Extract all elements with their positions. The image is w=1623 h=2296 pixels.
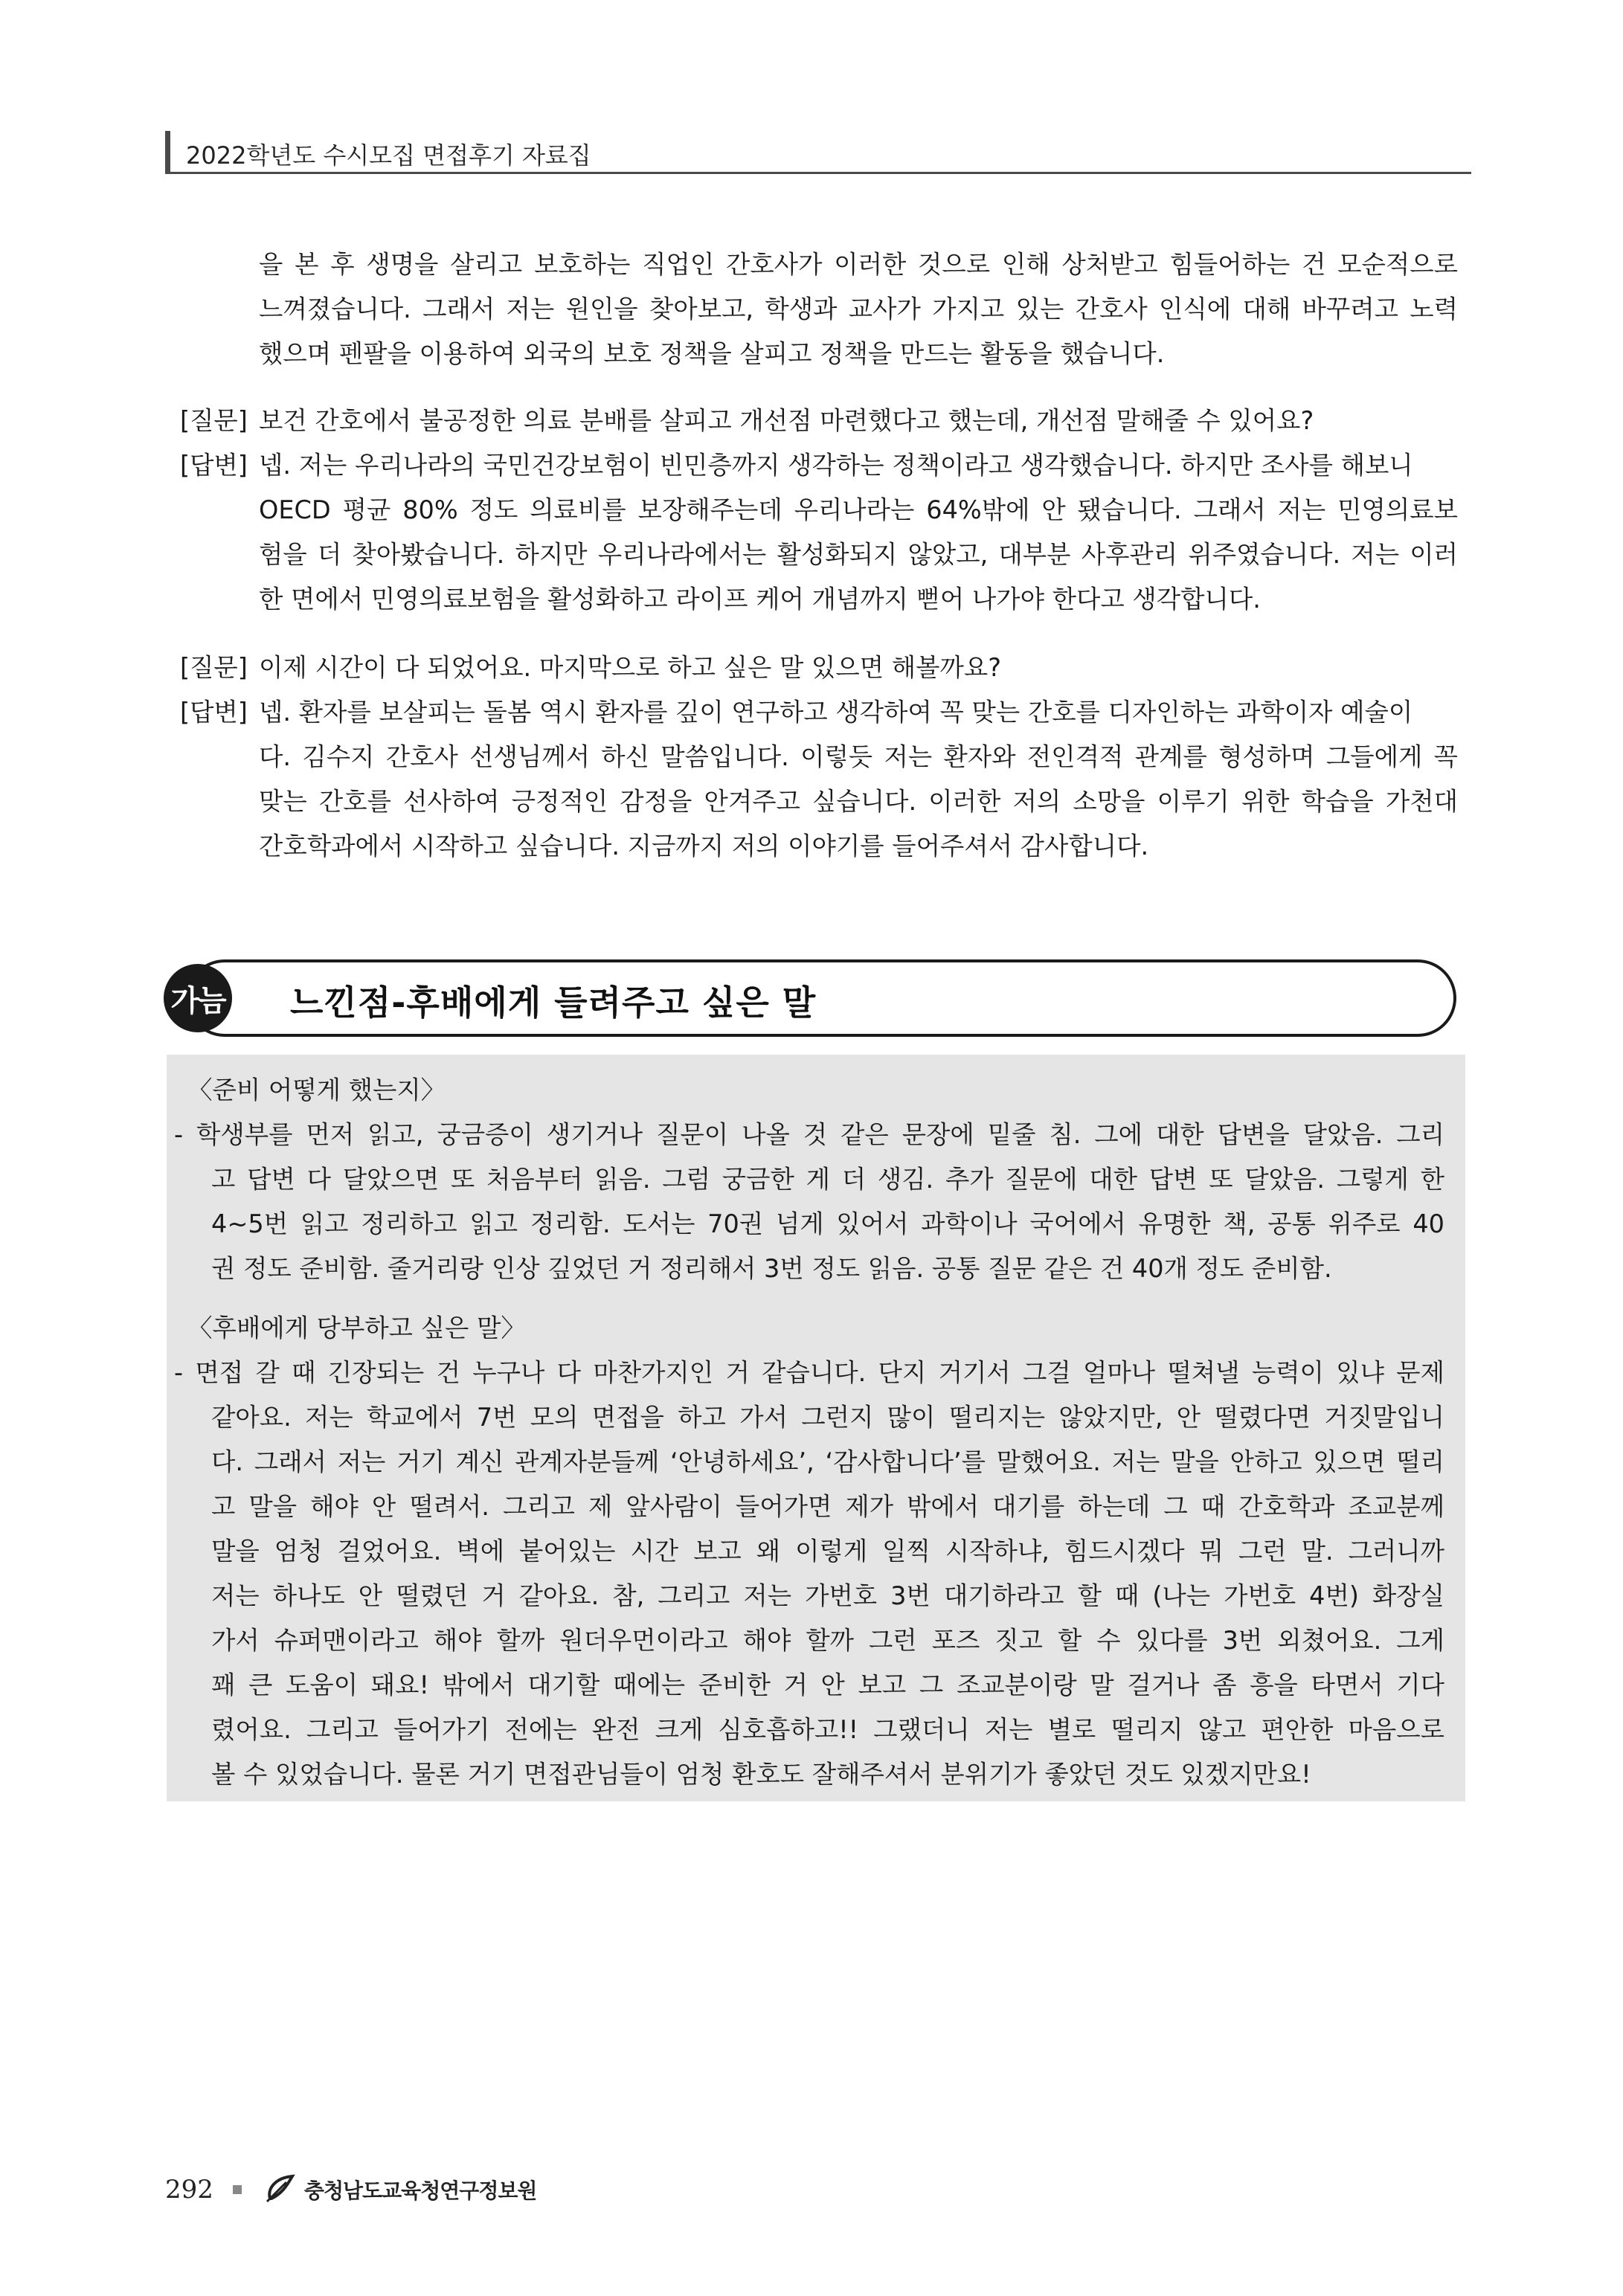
notes-advice: [167, 1306, 1444, 1797]
answer-text: 넵. 환자를 보살피는 돌봄 역시 환자를 깊이 연구하고 생각하여 꼭 맞는 간호를 디자인하는 과학이자 예술이: [259, 698, 1413, 727]
answer-line: 맞는 간호를 선사하여 긍정적인 감정을 안겨주고 싶습니다. 이러한 저의 소망을 이루기 위한 학습을 가천대: [259, 787, 1458, 816]
qa-block-1: [180, 399, 1458, 622]
notes-line: 렸어요. 그리고 들어가기 전에는 완전 크게 심호흡하고!! 그랬더니 저는 별로 떨리지 않고 편안한 마음으로: [211, 1715, 1444, 1744]
section-badge-text: 가늠: [170, 983, 225, 1018]
header-title: 2022학년도 수시모집 면접후기 자료집: [186, 141, 591, 170]
paragraph-line: 을 본 후 생명을 살리고 보호하는 직업인 간호사가 이러한 것으로 인해 상처받고 힘들어하는 건 모순적으로: [259, 250, 1458, 279]
qa-block-2: [180, 646, 1458, 869]
notes-line: 고 말을 해야 안 떨려서. 그리고 제 앞사람이 들어가면 제가 밖에서 대기를 하는데 그 때 간호학과 조교분께: [211, 1492, 1444, 1521]
footer-organization: 충청남도교육청연구정보원: [303, 2178, 537, 2203]
notes-line: 말을 엄청 걸었어요. 벽에 붙어있는 시간 보고 왜 이렇게 일찍 시작하냐, 힘드시겠다 뭐 그런 말. 그러니까: [211, 1537, 1444, 1566]
question-line: [180, 646, 1458, 690]
page-number: 292: [165, 2175, 213, 2205]
page-footer: [165, 2173, 536, 2207]
answer-line: 다. 김수지 간호사 선생님께서 하신 말씀입니다. 이렇듯 저는 환자와 전인격적 관계를 형성하며 그들에게 꼭: [259, 742, 1458, 771]
notes-line: 다. 그래서 저는 거기 계신 관계자분들께 ‘안녕하세요’, ‘감사합니다’를 말했어요. 저는 말을 안하고 있으면 떨리: [211, 1447, 1444, 1476]
notes-box: [167, 1055, 1465, 1801]
header-rule: [165, 172, 1471, 174]
notes-subheading: 〈후배에게 당부하고 싶은 말〉: [187, 1313, 526, 1342]
answer-line: 한 면에서 민영의료보험을 활성화하고 라이프 케어 개념까지 뻗어 나가야 한다고 생각합니다.: [259, 585, 1261, 614]
section-badge-icon: [164, 964, 232, 1032]
answer-line: 험을 더 찾아봤습니다. 하지만 우리나라에서는 활성화되지 않았고, 대부분 사후관리 위주였습니다. 저는 이러: [259, 540, 1458, 569]
answer-line: [180, 443, 1458, 488]
running-header: [165, 131, 1471, 174]
question-label: [질문]: [180, 406, 248, 435]
notes-line: - 면접 갈 때 긴장되는 건 누구나 다 마찬가지인 거 같습니다. 단지 거기서 그걸 얼마나 떨쳐낼 능력이 있냐 문제: [174, 1358, 1444, 1387]
question-text: 보건 간호에서 불공정한 의료 분배를 살피고 개선점 마련했다고 했는데, 개선점 말해줄 수 있어요?: [259, 406, 1314, 435]
paragraph-line: 느껴졌습니다. 그래서 저는 원인을 찾아보고, 학생과 교사가 가지고 있는 간호사 인식에 대해 바꾸려고 노력: [259, 295, 1458, 324]
notes-line: 가서 슈퍼맨이라고 해야 할까 원더우먼이라고 해야 할까 그런 포즈 짓고 할 수 있다를 3번 외쳤어요. 그게: [211, 1626, 1444, 1655]
notes-subheading: 〈준비 어떻게 했는지〉: [187, 1075, 446, 1104]
leaf-logo-icon: [263, 2173, 298, 2206]
answer-line: OECD 평균 80% 정도 의료비를 보장해주는데 우리나라는 64%밖에 안 됐습니다. 그래서 저는 민영의료보: [259, 495, 1458, 524]
answer-line: [180, 690, 1458, 735]
notes-line: 꽤 큰 도움이 돼요! 밖에서 대기할 때에는 준비한 거 안 보고 그 조교분이랑 말 걸거나 좀 흥을 타면서 기다: [211, 1670, 1444, 1700]
footer-square: [233, 2185, 242, 2194]
notes-line: 볼 수 있었습니다. 물론 거기 면접관님들이 엄청 환호도 잘해주셔서 분위기가 좋았던 것도 있겠지만요!: [211, 1760, 1311, 1789]
notes-line: 고 답변 다 달았으면 또 처음부터 읽음. 그럼 궁금한 게 더 생김. 추가 질문에 대한 답변 또 달았음. 그렇게 한: [211, 1165, 1444, 1194]
answer-label: [답변]: [180, 698, 248, 727]
answer-text: 넵. 저는 우리나라의 국민건강보험이 빈민층까지 생각하는 정책이라고 생각했습니다. 하지만 조사를 해보니: [259, 451, 1413, 480]
header-bar: [165, 131, 170, 173]
notes-line: 4~5번 읽고 정리하고 읽고 정리함. 도서는 70권 넘게 있어서 과학이나 국어에서 유명한 책, 공통 위주로 40: [211, 1209, 1444, 1238]
notes-line: 권 정도 준비함. 줄거리랑 인상 깊었던 거 정리해서 3번 정도 읽음. 공통 질문 같은 건 40개 정도 준비함.: [211, 1254, 1332, 1283]
answer-line: 간호학과에서 시작하고 싶습니다. 지금까지 저의 이야기를 들어주셔서 감사합니다.: [259, 832, 1149, 861]
notes-line: 같아요. 저는 학교에서 7번 모의 면접을 하고 가서 그런지 많이 떨리지는 않았지만, 안 떨렸다면 거짓말입니: [211, 1403, 1444, 1432]
paragraph-line: 했으며 펜팔을 이용하여 외국의 보호 정책을 살피고 정책을 만드는 활동을 했습니다.: [259, 339, 1165, 368]
question-line: [180, 399, 1458, 443]
question-label: [질문]: [180, 653, 248, 682]
section-title: 느낀점-후배에게 들려주고 싶은 말: [290, 983, 817, 1023]
answer-label: [답변]: [180, 451, 248, 480]
question-text: 이제 시간이 다 되었어요. 마지막으로 하고 싶은 말 있으면 해볼까요?: [259, 653, 1002, 682]
notes-line: 저는 하나도 안 떨렸던 거 같아요. 참, 그리고 저는 가번호 3번 대기하라고 할 때 (나는 가번호 4번) 화장실: [211, 1581, 1444, 1610]
notes-line: - 학생부를 먼저 읽고, 궁금증이 생기거나 질문이 나올 것 같은 문장에 밑줄 침. 그에 대한 답변을 달았음. 그리: [174, 1120, 1444, 1149]
intro-paragraph: [180, 242, 1458, 376]
notes-preparation: [167, 1068, 1444, 1291]
section-heading: [164, 959, 1459, 1041]
